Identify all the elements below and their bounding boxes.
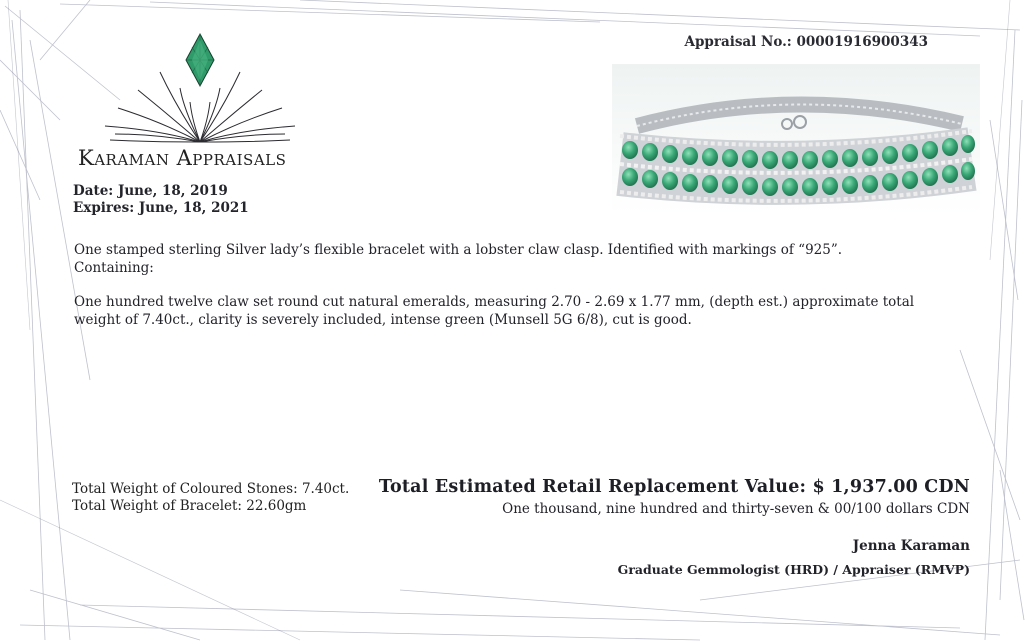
appraisal-date: Date: June, 18, 2019 — [73, 183, 228, 199]
company-name: Karaman Appraisals — [78, 146, 287, 170]
appraisal-number: Appraisal No.: 00001916900343 — [684, 34, 928, 50]
coloured-stones-weight: Total Weight of Coloured Stones: 7.40ct. — [72, 481, 350, 497]
description-line-2: Containing: — [74, 259, 154, 276]
date-block — [73, 183, 249, 217]
value-in-words: One thousand, nine hundred and thirty-seven & 00/100 dollars CDN — [502, 501, 970, 517]
emerald-fan-logo-icon — [100, 30, 300, 148]
replacement-value: Total Estimated Retail Replacement Value: $ 1,937.00 CDN — [378, 477, 970, 497]
description-line-1: One stamped sterling Silver lady’s flexible bracelet with a lobster claw clasp. Identified with markings of “925”. — [74, 242, 843, 258]
item-description — [74, 242, 954, 329]
stones-description: One hundred twelve claw set round cut natural emeralds, measuring 2.70 - 2.69 x 1.77 mm, (depth est.) approximate total weight of 7.40ct., clarity is severely included, intense green (Munsell 5G 6/8), cut is good. — [74, 294, 915, 328]
expiry-date: Expires: June, 18, 2021 — [73, 200, 249, 216]
appraiser-name: Jenna Karaman — [852, 538, 970, 554]
bracelet-weight: Total Weight of Bracelet: 22.60gm — [72, 498, 307, 514]
appraiser-title: Graduate Gemmologist (HRD) / Appraiser (RMVP) — [617, 562, 970, 577]
bracelet-photo — [612, 64, 980, 214]
appraiser-signature — [618, 538, 970, 577]
valuation-block — [379, 477, 970, 517]
weight-totals — [72, 481, 349, 515]
